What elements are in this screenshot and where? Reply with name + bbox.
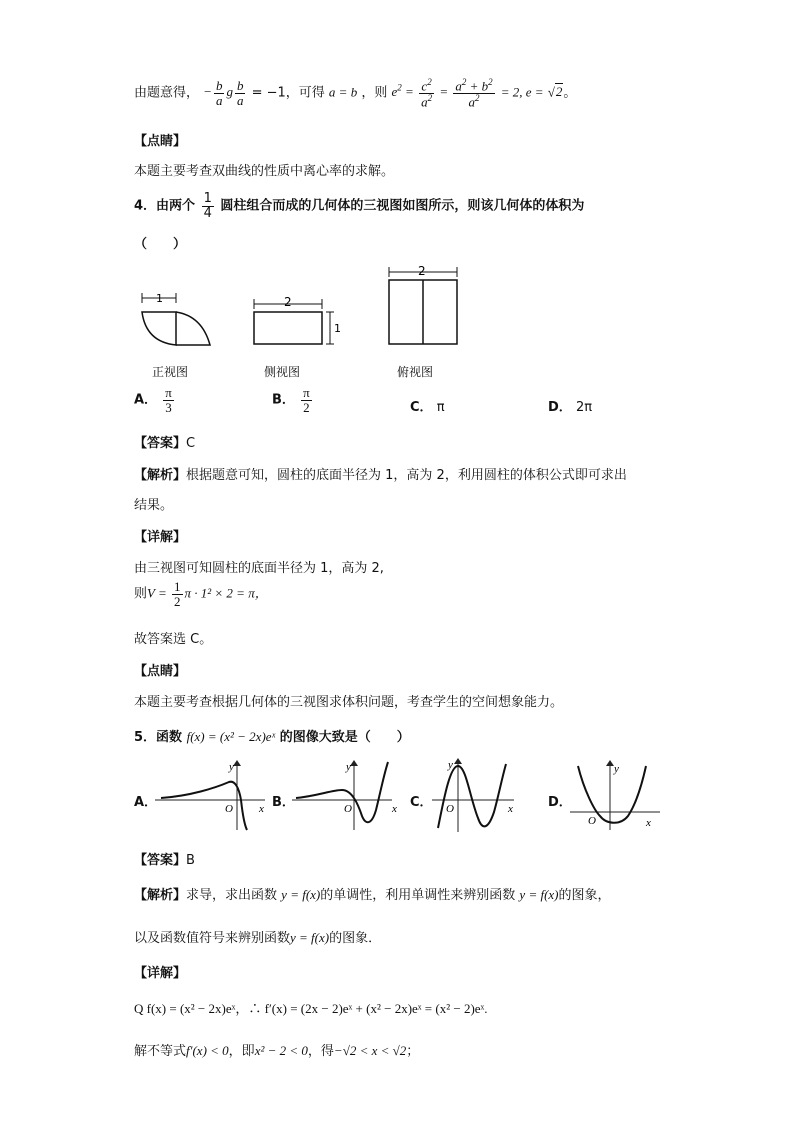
option-b[interactable]: B． $\frac{\pi}{2}$ [272,385,310,415]
analysis-5-cont: 以及函数值符号来辨别函数y = f(x)的图象． [134,930,382,946]
graph-b[interactable] [292,760,407,832]
dim-label: 1 [156,292,163,305]
svg-text:O: O [446,803,454,815]
math-expr: $e^2$ = $\frac{c^2}{a^2}$ = $\frac{a^2 + b^2}{a^2}$ [391,77,493,110]
front-view-label: 正视图 [152,365,189,379]
svg-text:O: O [344,803,352,815]
side-view-label: 侧视图 [264,365,301,379]
svg-text:y: y [229,761,234,773]
analysis-4: 【解析】根据题意可知，圆柱的底面半径为 1，高为 2，利用圆柱的体积公式即可求出 [134,468,627,483]
detail-4-formula: 则V = $\frac{1}{2}$ π · 1² × 2 = π， [134,579,268,609]
top-view-label: 俯视图 [397,365,434,379]
option-a[interactable]: A． $\frac{\pi}{3}$ [134,385,172,415]
section-label: 【点睛】 [134,664,187,679]
svg-text:x: x [259,803,264,815]
side-view-figure [250,294,350,349]
svg-text:1: 1 [334,322,341,335]
question-5: 5．函数 f(x) = (x² − 2x)eˣ 的图像大致是（ ） [134,729,410,745]
svg-text:y: y [614,763,619,775]
svg-text:O: O [225,803,233,815]
question-4: 4．由两个 $\frac{1}{4}$ 圆柱组合而成的几何体的三视图如图所示，则该几何体的体积为 [134,191,585,221]
math-expr: − $\frac{b}{a}$ g $\frac{b}{a}$ [203,78,244,108]
svg-text:x: x [392,803,397,815]
solution-line-1: 由题意得， − $\frac{b}{a}$ g $\frac{b}{a}$ = −1，可得 a = b ，则 $e^2$ = $\frac{c^2}{a^2}$ = $\frac{a^2 + b^2}{a^2}$ = 2, e = √2。 [134,77,577,110]
detail-4-label: 【详解】 [134,530,187,545]
svg-text:2: 2 [418,264,426,278]
svg-text:2: 2 [284,295,292,309]
paragraph: 本题主要考查根据几何体的三视图求体积问题，考查学生的空间想象能力。 [134,695,564,710]
fraction: $\frac{1}{4}$ [203,191,212,221]
option-c[interactable]: C． π [410,400,445,415]
option-d[interactable]: D． [548,795,572,810]
question-4-paren: （ ） [134,237,187,252]
option-d[interactable]: D． 2π [548,400,593,415]
svg-text:x: x [646,817,651,829]
answer-5: 【答案】B [134,853,195,868]
detail-5-line1: Q f(x) = (x² − 2x)eˣ，∴ f′(x) = (2x − 2)eˣ + (x² − 2x)eˣ = (x² − 2)eˣ. [134,1001,488,1016]
svg-text:y: y [346,761,351,773]
top-view-figure [385,262,465,352]
math-expr: √2 [547,84,563,100]
svg-text:x: x [508,803,513,815]
front-view-figure [130,290,220,350]
graph-c[interactable] [432,758,517,834]
detail-5-line2: 解不等式f′(x) < 0，即x² − 2 < 0，得−√2 < x < √2； [134,1043,420,1059]
paragraph: 本题主要考查双曲线的性质中离心率的求解。 [134,164,395,179]
analysis-5: 【解析】求导，求出函数 y = f(x)的单调性，利用单调性来辨别函数 y = f(x)的图象， [134,887,611,903]
section-label: 【点睛】 [134,134,187,149]
detail-4-line1: 由三视图可知圆柱的底面半径为 1，高为 2, [134,561,384,576]
svg-text:y: y [448,759,453,771]
svg-text:O: O [588,815,596,827]
analysis-4-cont: 结果。 [134,498,174,513]
option-b[interactable]: B． [272,795,295,810]
option-c[interactable]: C． [410,795,433,810]
option-a[interactable]: A． [134,795,158,810]
detail-4-line3: 故答案选 C。 [134,632,213,647]
detail-5-label: 【详解】 [134,966,187,981]
graph-a[interactable] [155,760,270,832]
graph-d[interactable] [570,760,665,832]
answer-4: 【答案】C [134,436,196,451]
